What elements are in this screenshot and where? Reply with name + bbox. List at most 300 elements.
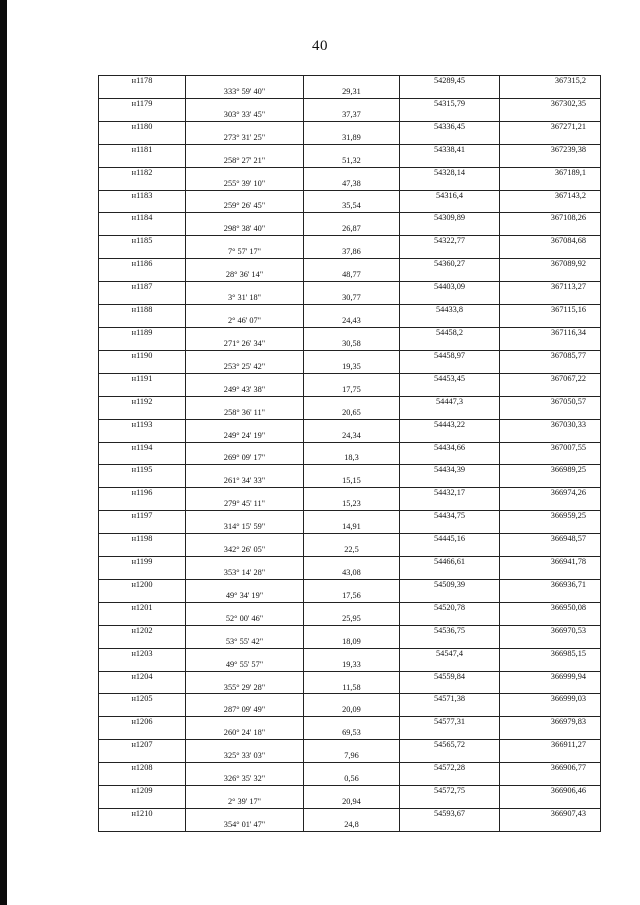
empty-cell: [500, 362, 601, 373]
direction-angle: 271° 26' 34": [186, 339, 304, 350]
empty-cell: [304, 534, 400, 545]
empty-cell: [500, 774, 601, 785]
empty-cell: [500, 476, 601, 487]
empty-cell: [304, 717, 400, 728]
point-name: н1210: [99, 809, 186, 820]
empty-cell: [304, 442, 400, 453]
direction-angle: 261° 34' 33": [186, 476, 304, 487]
empty-cell: [99, 545, 186, 556]
point-name: н1188: [99, 305, 186, 316]
empty-cell: [186, 740, 304, 751]
x-coordinate: 54466,61: [400, 557, 500, 568]
empty-cell: [500, 545, 601, 556]
direction-angle: 314° 15' 59": [186, 522, 304, 533]
empty-cell: [99, 224, 186, 235]
empty-cell: [500, 499, 601, 510]
x-coordinate: 54577,31: [400, 717, 500, 728]
empty-cell: [186, 671, 304, 682]
x-coordinate: 54593,67: [400, 809, 500, 820]
empty-cell: [99, 683, 186, 694]
empty-cell: [500, 339, 601, 350]
direction-angle: 253° 25' 42": [186, 362, 304, 373]
empty-cell: [500, 385, 601, 396]
segment-row: [99, 156, 601, 167]
empty-cell: [186, 488, 304, 499]
point-name: н1190: [99, 350, 186, 361]
segment-row: [99, 820, 601, 831]
empty-cell: [186, 350, 304, 361]
empty-cell: [99, 408, 186, 419]
segment-row: [99, 705, 601, 716]
empty-cell: [400, 339, 500, 350]
empty-cell: [186, 396, 304, 407]
empty-cell: [186, 534, 304, 545]
direction-angle: 325° 33' 03": [186, 751, 304, 762]
y-coordinate: 366907,43: [500, 809, 601, 820]
empty-cell: [304, 305, 400, 316]
empty-cell: [304, 282, 400, 293]
empty-cell: [186, 809, 304, 820]
x-coordinate: 54434,39: [400, 465, 500, 476]
segment-length: 20,09: [304, 705, 400, 716]
x-coordinate: 54316,4: [400, 190, 500, 201]
direction-angle: 7° 57' 17": [186, 247, 304, 258]
point-row: [99, 671, 601, 682]
empty-cell: [400, 87, 500, 98]
point-name: н1196: [99, 488, 186, 499]
segment-row: [99, 110, 601, 121]
segment-length: 69,53: [304, 728, 400, 739]
direction-angle: 2° 39' 17": [186, 797, 304, 808]
segment-length: 7,96: [304, 751, 400, 762]
empty-cell: [400, 591, 500, 602]
direction-angle: 269° 09' 17": [186, 453, 304, 464]
y-coordinate: 367271,21: [500, 121, 601, 132]
empty-cell: [186, 557, 304, 568]
empty-cell: [500, 293, 601, 304]
empty-cell: [400, 179, 500, 190]
point-name: н1178: [99, 76, 186, 87]
point-name: н1192: [99, 396, 186, 407]
empty-cell: [500, 683, 601, 694]
empty-cell: [400, 156, 500, 167]
y-coordinate: 367108,26: [500, 213, 601, 224]
segment-length: 35,54: [304, 201, 400, 212]
empty-cell: [99, 499, 186, 510]
empty-cell: [186, 327, 304, 338]
empty-cell: [304, 373, 400, 384]
empty-cell: [500, 728, 601, 739]
empty-cell: [304, 213, 400, 224]
y-coordinate: 366979,83: [500, 717, 601, 728]
segment-length: 51,32: [304, 156, 400, 167]
y-coordinate: 366906,46: [500, 786, 601, 797]
direction-angle: 258° 36' 11": [186, 408, 304, 419]
empty-cell: [500, 660, 601, 671]
segment-row: [99, 247, 601, 258]
y-coordinate: 366936,71: [500, 579, 601, 590]
point-name: н1202: [99, 625, 186, 636]
coordinates-table-body: [99, 76, 601, 832]
x-coordinate: 54434,66: [400, 442, 500, 453]
y-coordinate: 367067,22: [500, 373, 601, 384]
empty-cell: [304, 98, 400, 109]
empty-cell: [304, 236, 400, 247]
y-coordinate: 366974,26: [500, 488, 601, 499]
segment-length: 24,8: [304, 820, 400, 831]
empty-cell: [99, 316, 186, 327]
empty-cell: [400, 568, 500, 579]
empty-cell: [400, 728, 500, 739]
x-coordinate: 54458,2: [400, 327, 500, 338]
empty-cell: [304, 648, 400, 659]
direction-angle: 260° 24' 18": [186, 728, 304, 739]
point-name: н1193: [99, 419, 186, 430]
empty-cell: [500, 156, 601, 167]
segment-length: 25,95: [304, 614, 400, 625]
empty-cell: [186, 579, 304, 590]
y-coordinate: 367315,2: [500, 76, 601, 87]
segment-row: [99, 87, 601, 98]
segment-length: 24,34: [304, 431, 400, 442]
segment-length: 19,35: [304, 362, 400, 373]
segment-length: 17,75: [304, 385, 400, 396]
empty-cell: [186, 511, 304, 522]
empty-cell: [304, 76, 400, 87]
empty-cell: [99, 591, 186, 602]
direction-angle: 258° 27' 21": [186, 156, 304, 167]
segment-row: [99, 683, 601, 694]
point-name: н1206: [99, 717, 186, 728]
segment-length: 15,15: [304, 476, 400, 487]
point-row: [99, 465, 601, 476]
point-row: [99, 121, 601, 132]
direction-angle: 279° 45' 11": [186, 499, 304, 510]
empty-cell: [99, 820, 186, 831]
point-row: [99, 144, 601, 155]
empty-cell: [400, 133, 500, 144]
empty-cell: [99, 705, 186, 716]
segment-length: 31,89: [304, 133, 400, 144]
empty-cell: [304, 557, 400, 568]
empty-cell: [500, 179, 601, 190]
empty-cell: [304, 671, 400, 682]
point-row: [99, 213, 601, 224]
empty-cell: [400, 431, 500, 442]
segment-row: [99, 453, 601, 464]
x-coordinate: 54403,09: [400, 282, 500, 293]
segment-length: 43,08: [304, 568, 400, 579]
y-coordinate: 366906,77: [500, 763, 601, 774]
point-row: [99, 534, 601, 545]
segment-row: [99, 522, 601, 533]
empty-cell: [304, 167, 400, 178]
direction-angle: 287° 09' 49": [186, 705, 304, 716]
x-coordinate: 54445,16: [400, 534, 500, 545]
empty-cell: [186, 98, 304, 109]
segment-row: [99, 133, 601, 144]
y-coordinate: 367302,35: [500, 98, 601, 109]
empty-cell: [400, 408, 500, 419]
point-name: н1187: [99, 282, 186, 293]
empty-cell: [304, 121, 400, 132]
y-coordinate: 366989,25: [500, 465, 601, 476]
direction-angle: 2° 46' 07": [186, 316, 304, 327]
segment-length: 24,43: [304, 316, 400, 327]
empty-cell: [304, 465, 400, 476]
point-row: [99, 809, 601, 820]
empty-cell: [400, 293, 500, 304]
point-name: н1194: [99, 442, 186, 453]
empty-cell: [186, 76, 304, 87]
empty-cell: [304, 350, 400, 361]
segment-row: [99, 591, 601, 602]
point-row: [99, 76, 601, 87]
empty-cell: [304, 763, 400, 774]
empty-cell: [400, 637, 500, 648]
empty-cell: [99, 614, 186, 625]
point-row: [99, 694, 601, 705]
empty-cell: [186, 694, 304, 705]
segment-length: 22,5: [304, 545, 400, 556]
empty-cell: [500, 87, 601, 98]
segment-row: [99, 568, 601, 579]
x-coordinate: 54458,97: [400, 350, 500, 361]
segment-length: 0,56: [304, 774, 400, 785]
y-coordinate: 367007,55: [500, 442, 601, 453]
empty-cell: [400, 201, 500, 212]
y-coordinate: 366959,25: [500, 511, 601, 522]
empty-cell: [186, 190, 304, 201]
segment-length: 11,58: [304, 683, 400, 694]
direction-angle: 333° 59' 40": [186, 87, 304, 98]
point-name: н1181: [99, 144, 186, 155]
empty-cell: [400, 660, 500, 671]
empty-cell: [400, 705, 500, 716]
x-coordinate: 54509,39: [400, 579, 500, 590]
point-row: [99, 167, 601, 178]
point-row: [99, 625, 601, 636]
segment-row: [99, 270, 601, 281]
empty-cell: [99, 133, 186, 144]
direction-angle: 326° 35' 32": [186, 774, 304, 785]
x-coordinate: 54447,3: [400, 396, 500, 407]
segment-row: [99, 293, 601, 304]
x-coordinate: 54328,14: [400, 167, 500, 178]
empty-cell: [186, 282, 304, 293]
empty-cell: [99, 385, 186, 396]
x-coordinate: 54572,28: [400, 763, 500, 774]
y-coordinate: 366948,57: [500, 534, 601, 545]
point-name: н1203: [99, 648, 186, 659]
segment-row: [99, 431, 601, 442]
direction-angle: 354° 01' 47": [186, 820, 304, 831]
empty-cell: [500, 522, 601, 533]
direction-angle: 49° 34' 19": [186, 591, 304, 602]
point-name: н1185: [99, 236, 186, 247]
segment-length: 48,77: [304, 270, 400, 281]
point-name: н1184: [99, 213, 186, 224]
empty-cell: [186, 786, 304, 797]
empty-cell: [400, 545, 500, 556]
point-row: [99, 396, 601, 407]
point-row: [99, 305, 601, 316]
empty-cell: [500, 408, 601, 419]
segment-length: 20,94: [304, 797, 400, 808]
empty-cell: [99, 293, 186, 304]
segment-length: 18,3: [304, 453, 400, 464]
empty-cell: [99, 522, 186, 533]
empty-cell: [99, 797, 186, 808]
point-name: н1208: [99, 763, 186, 774]
segment-row: [99, 385, 601, 396]
empty-cell: [500, 201, 601, 212]
direction-angle: 303° 33' 45": [186, 110, 304, 121]
empty-cell: [400, 751, 500, 762]
y-coordinate: 367116,34: [500, 327, 601, 338]
point-name: н1183: [99, 190, 186, 201]
empty-cell: [186, 305, 304, 316]
y-coordinate: 366941,78: [500, 557, 601, 568]
direction-angle: 28° 36' 14": [186, 270, 304, 281]
point-name: н1191: [99, 373, 186, 384]
empty-cell: [304, 488, 400, 499]
segment-length: 18,09: [304, 637, 400, 648]
empty-cell: [99, 660, 186, 671]
y-coordinate: 366999,94: [500, 671, 601, 682]
empty-cell: [304, 740, 400, 751]
direction-angle: 298° 38' 40": [186, 224, 304, 235]
point-row: [99, 419, 601, 430]
x-coordinate: 54571,38: [400, 694, 500, 705]
empty-cell: [186, 648, 304, 659]
empty-cell: [400, 453, 500, 464]
y-coordinate: 367113,27: [500, 282, 601, 293]
empty-cell: [500, 751, 601, 762]
direction-angle: 249° 24' 19": [186, 431, 304, 442]
segment-row: [99, 179, 601, 190]
empty-cell: [500, 270, 601, 281]
empty-cell: [304, 809, 400, 820]
point-name: н1198: [99, 534, 186, 545]
direction-angle: 3° 31' 18": [186, 293, 304, 304]
x-coordinate: 54315,79: [400, 98, 500, 109]
empty-cell: [186, 213, 304, 224]
point-name: н1197: [99, 511, 186, 522]
empty-cell: [500, 110, 601, 121]
point-row: [99, 717, 601, 728]
segment-length: 15,23: [304, 499, 400, 510]
segment-length: 37,86: [304, 247, 400, 258]
y-coordinate: 366999,03: [500, 694, 601, 705]
point-name: н1204: [99, 671, 186, 682]
segment-row: [99, 660, 601, 671]
segment-length: 30,58: [304, 339, 400, 350]
direction-angle: 355° 29' 28": [186, 683, 304, 694]
direction-angle: 249° 43' 38": [186, 385, 304, 396]
segment-length: 29,31: [304, 87, 400, 98]
empty-cell: [304, 602, 400, 613]
x-coordinate: 54453,45: [400, 373, 500, 384]
segment-length: 30,77: [304, 293, 400, 304]
empty-cell: [400, 110, 500, 121]
empty-cell: [400, 797, 500, 808]
point-row: [99, 442, 601, 453]
direction-angle: 342° 26' 05": [186, 545, 304, 556]
empty-cell: [400, 499, 500, 510]
segment-row: [99, 751, 601, 762]
segment-row: [99, 201, 601, 212]
empty-cell: [186, 465, 304, 476]
empty-cell: [500, 133, 601, 144]
segment-row: [99, 224, 601, 235]
point-row: [99, 488, 601, 499]
empty-cell: [500, 797, 601, 808]
segment-row: [99, 408, 601, 419]
direction-angle: 255° 39' 10": [186, 179, 304, 190]
empty-cell: [99, 728, 186, 739]
segment-row: [99, 476, 601, 487]
point-row: [99, 236, 601, 247]
empty-cell: [186, 373, 304, 384]
empty-cell: [304, 259, 400, 270]
segment-row: [99, 362, 601, 373]
direction-angle: 273° 31' 25": [186, 133, 304, 144]
direction-angle: 259° 26' 45": [186, 201, 304, 212]
x-coordinate: 54322,77: [400, 236, 500, 247]
x-coordinate: 54572,75: [400, 786, 500, 797]
empty-cell: [500, 705, 601, 716]
segment-row: [99, 614, 601, 625]
segment-row: [99, 797, 601, 808]
point-row: [99, 511, 601, 522]
empty-cell: [400, 476, 500, 487]
empty-cell: [186, 625, 304, 636]
empty-cell: [400, 224, 500, 235]
segment-length: 26,87: [304, 224, 400, 235]
point-row: [99, 190, 601, 201]
y-coordinate: 367115,16: [500, 305, 601, 316]
empty-cell: [500, 591, 601, 602]
empty-cell: [186, 259, 304, 270]
empty-cell: [500, 614, 601, 625]
point-row: [99, 602, 601, 613]
y-coordinate: 366950,08: [500, 602, 601, 613]
x-coordinate: 54309,89: [400, 213, 500, 224]
empty-cell: [186, 763, 304, 774]
empty-cell: [186, 236, 304, 247]
segment-row: [99, 545, 601, 556]
point-row: [99, 259, 601, 270]
segment-row: [99, 316, 601, 327]
empty-cell: [500, 431, 601, 442]
empty-cell: [500, 820, 601, 831]
empty-cell: [500, 453, 601, 464]
empty-cell: [99, 179, 186, 190]
empty-cell: [99, 110, 186, 121]
point-row: [99, 327, 601, 338]
empty-cell: [400, 774, 500, 785]
segment-length: 17,56: [304, 591, 400, 602]
empty-cell: [99, 476, 186, 487]
segment-row: [99, 774, 601, 785]
x-coordinate: 54559,84: [400, 671, 500, 682]
empty-cell: [99, 431, 186, 442]
empty-cell: [186, 717, 304, 728]
point-name: н1182: [99, 167, 186, 178]
point-name: н1200: [99, 579, 186, 590]
y-coordinate: 367030,33: [500, 419, 601, 430]
